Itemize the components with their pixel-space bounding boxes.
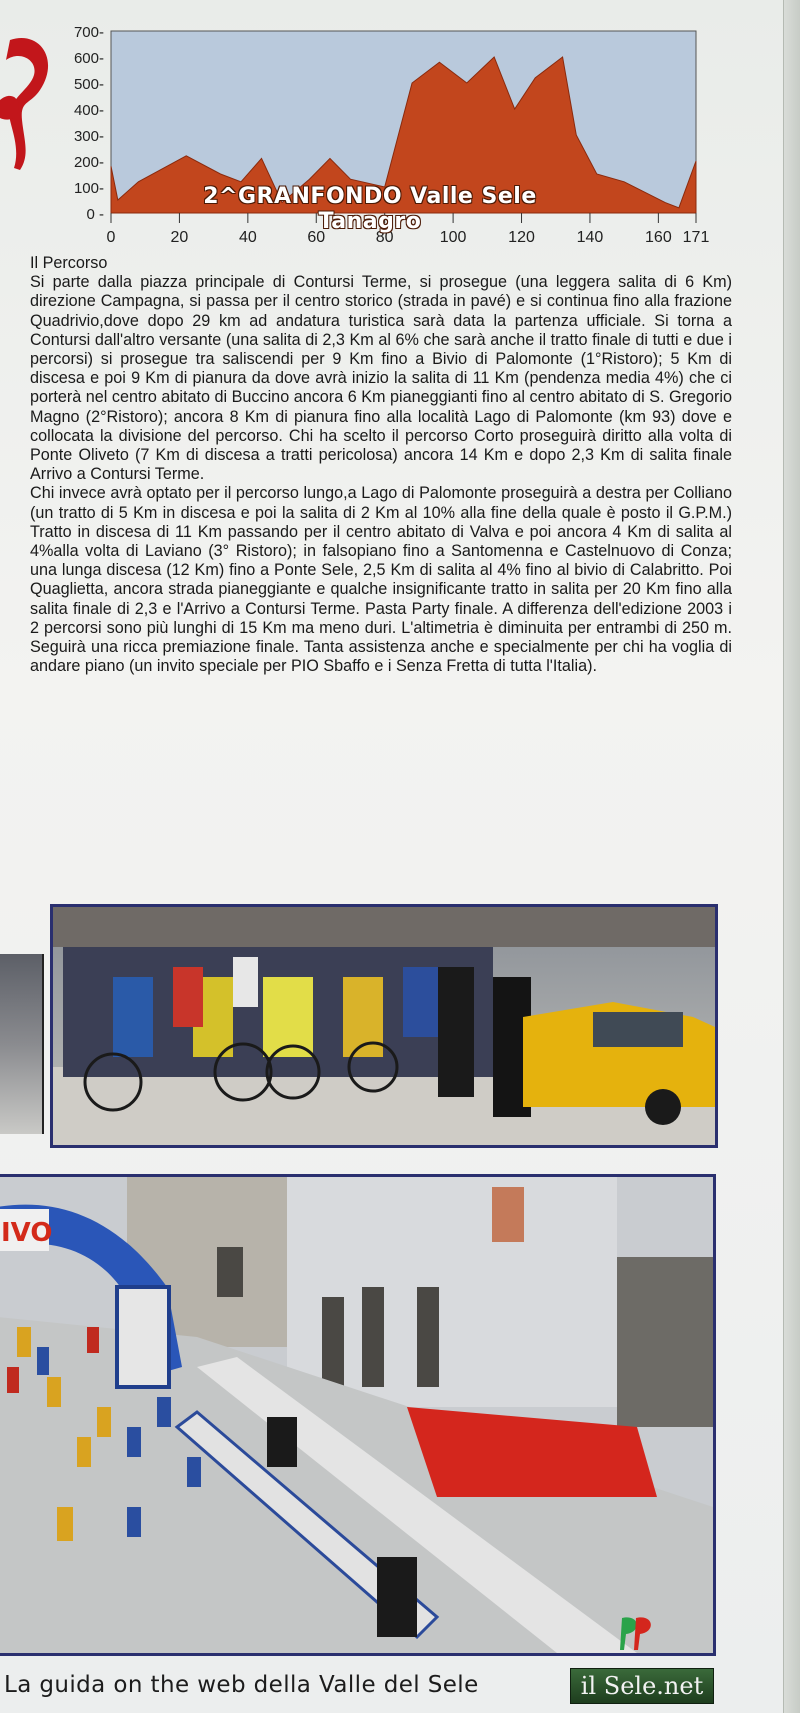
photo-start-line xyxy=(50,904,718,1148)
y-tick-label: 500- xyxy=(73,76,104,93)
site-badge: il Sele.net xyxy=(570,1668,714,1704)
x-tick-label: 100 xyxy=(439,229,467,246)
article xyxy=(30,254,732,676)
x-tick-label: 171 xyxy=(682,229,710,246)
y-tick-label: 400- xyxy=(73,102,104,119)
footer xyxy=(0,1664,800,1713)
photo-fragment xyxy=(0,954,44,1134)
x-tick-label: 0 xyxy=(106,229,116,246)
y-tick-label: 100- xyxy=(73,180,104,197)
y-tick-label: 300- xyxy=(73,128,104,145)
x-tick-label: 60 xyxy=(307,229,326,246)
article-paragraph: Si parte dalla piazza principale di Contursi Terme, si prosegue (una leggera salita di 6 Km) direzione Campagna, si passa per il centro storico (strada in pavé) e si continua fino alla frazione Quadrivio,dove dopo 29 km ad andatura turistica sarà data la partenza ufficiale. Si torna a Contursi dall'altro versante (una salita di 2,3 Km al 6% che sarà anche il tratto finale di tutti e due i percorsi) si prosegue tra saliscendi per 9 Km fino a Bivio di Palomonte (1°Ristoro); 5 Km di discesa e poi 9 Km di pianura da dove avrà inizio la salita di 11 Km (pendenza media 4%) che ci porterà nel centro abitato di Buccino ancora 6 Km pianeggianti fino al centro abitato di S. Gregorio Magno (2°Ristoro); ancora 8 Km di pianura fino alla località Lago di Palomonte (km 93) dove e collocata la divisione del percorso. Chi ha scelto il percorso Corto proseguirà diritto alla volta di Ponte Oliveto (7 Km di discesa a tratti pericolosa) ancora 14 Km e dopo 2,3 Km di salita finale Arrivo a Contursi Terme. xyxy=(30,273,732,484)
article-heading: Il Percorso xyxy=(30,254,108,272)
x-tick-label: 120 xyxy=(508,229,535,246)
altimetry-chart xyxy=(60,26,720,256)
y-tick-label: 700- xyxy=(73,26,104,41)
pp-logo-icon xyxy=(612,1610,658,1656)
photo-finish-street xyxy=(0,1174,716,1656)
x-tick-label: 40 xyxy=(238,229,257,246)
article-paragraph: Chi invece avrà optato per il percorso lungo,a Lago di Palomonte proseguirà a destra per Colliano (un tratto di 5 Km in discesa e poi la salita di 2 Km al 10% alla fine della quale è posto il G.P.M.) Tratto in discesa di 11 Km passando per il centro abitato di Valva e poi ancora 4 Km di salita al 4%alla volta di Laviano (3° Ristoro); in falsopiano fino a Santomenna e Castelnuovo di Conza; una lunga discesa (12 Km) fino a Ponte Sele, 2,5 Km di salita al 4% fino al bivio di Calabritto. Poi Quaglietta, ancora strada pianeggiante e qualche insignificante tratto in salita per 20 Km fino alla salita finale di 2,3 e l'Arrivo a Contursi Terme. Pasta Party finale. A differenza dell'edizione 2003 i 2 percorsi sono più lunghi di 15 Km ma meno duri. L'altimetria è diminuita per entrambi di 250 m. Seguirà una ricca premiazione finale. Tanta assistenza anche e specialmente per chi ha voglia di andare piano (un invito speciale per PIO Sbaffo e i Senza Fretta di tutta l'Italia). xyxy=(30,484,732,676)
footer-tagline: La guida on the web della Valle del Sele xyxy=(4,1672,479,1698)
arch-banner-text: IVO xyxy=(1,1218,53,1248)
x-tick-label: 20 xyxy=(170,229,189,246)
y-tick-label: 200- xyxy=(73,154,104,171)
y-tick-label: 600- xyxy=(73,50,104,67)
page-edge xyxy=(783,0,800,1713)
x-tick-label: 80 xyxy=(375,229,394,246)
x-tick-label: 160 xyxy=(645,229,672,246)
cyclist-logo-icon xyxy=(0,30,56,180)
y-tick-label: 0 - xyxy=(86,206,104,223)
chart-title: 2^GRANFONDO Valle Sele Tanagro xyxy=(203,184,537,234)
x-tick-label: 140 xyxy=(576,229,604,246)
